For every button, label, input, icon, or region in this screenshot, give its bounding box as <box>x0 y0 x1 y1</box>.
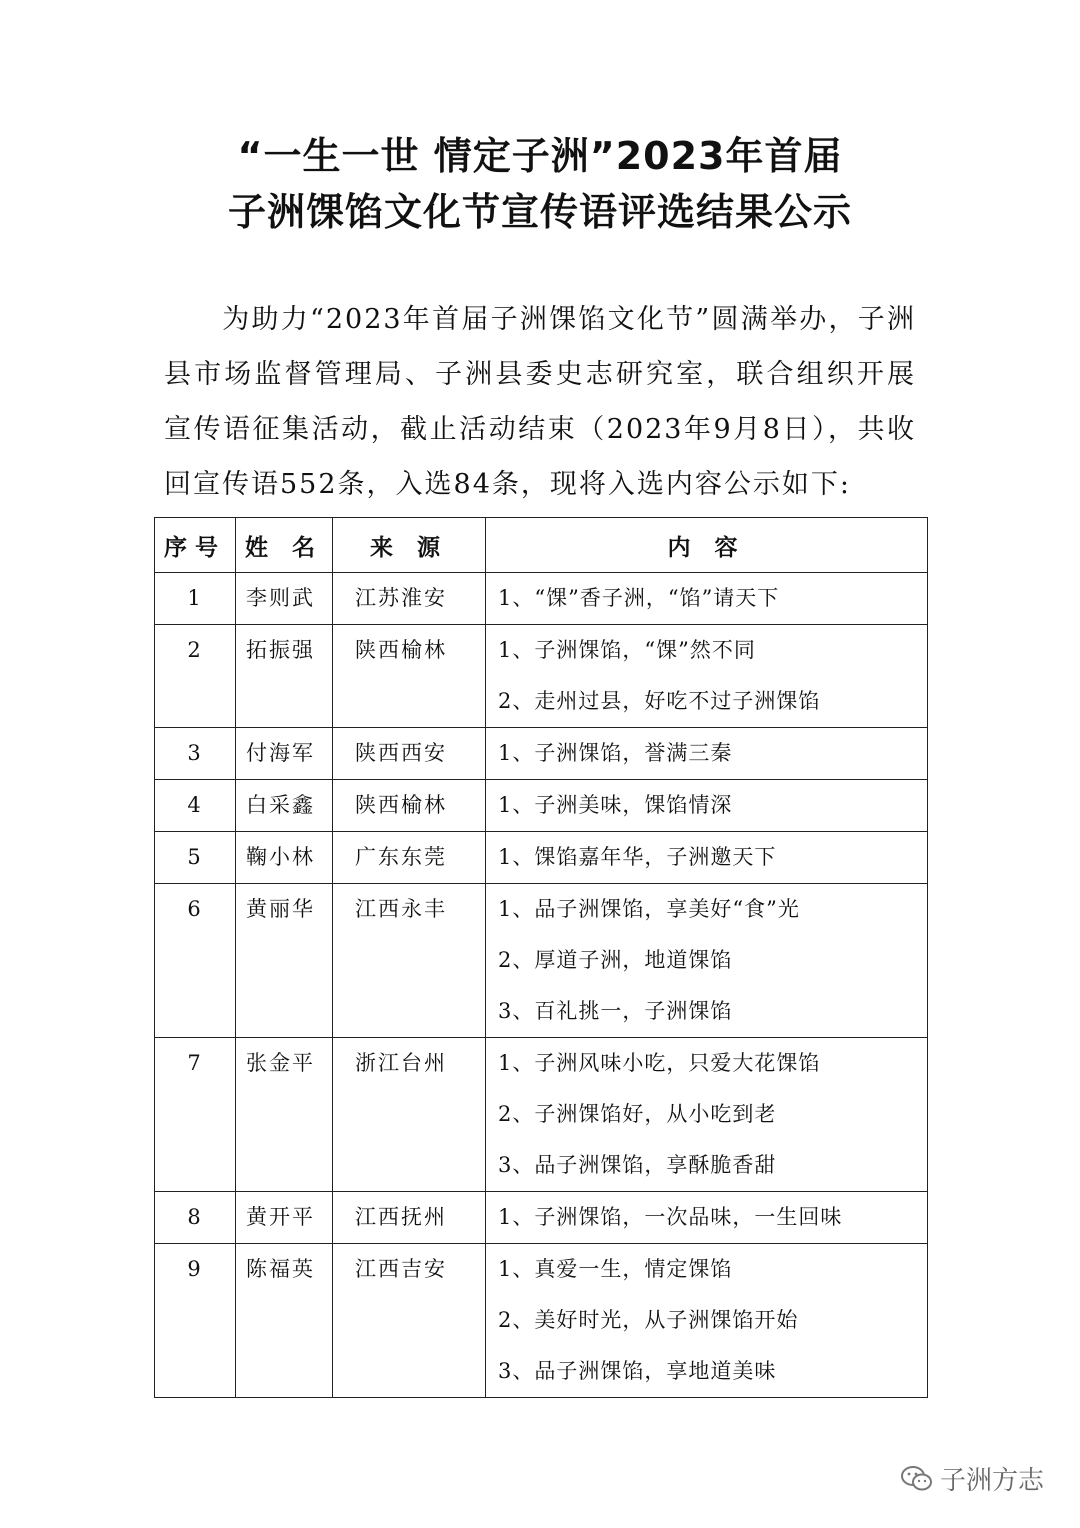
row-content <box>486 1192 928 1244</box>
row-name-text: 拓振强 <box>246 638 315 662</box>
row-content <box>486 884 928 1038</box>
row-name <box>236 573 333 625</box>
row-source <box>333 728 486 780</box>
row-name <box>236 1038 333 1192</box>
row-name <box>236 780 333 832</box>
row-number <box>155 728 236 780</box>
intro-paragraph <box>164 292 916 512</box>
row-number <box>155 832 236 884</box>
header-number: 序号 <box>155 518 236 573</box>
row-source-text: 陕西榆林 <box>355 793 447 817</box>
slogan-item: 1、子洲风味小吃，只爱大花馃馅 <box>498 1051 821 1075</box>
row-name-text: 黄丽华 <box>246 897 315 921</box>
table-header-row <box>155 518 928 573</box>
row-name-text: 黄开平 <box>246 1205 315 1229</box>
watermark-text: 子洲方志 <box>940 1466 1045 1496</box>
slogan-item: 3、百礼挑一，子洲馃馅 <box>498 999 733 1023</box>
slogan-item: 2、子洲馃馅好，从小吃到老 <box>498 1102 777 1126</box>
wechat-icon <box>900 1464 934 1494</box>
row-source-text: 江西永丰 <box>355 897 447 921</box>
row-number <box>155 573 236 625</box>
row-name-text: 张金平 <box>246 1051 315 1075</box>
row-number <box>155 1192 236 1244</box>
slogan-item: 1、“馃”香子洲，“馅”请天下 <box>498 586 780 610</box>
row-name-text: 陈福英 <box>246 1257 315 1281</box>
table-row <box>155 625 928 728</box>
row-content <box>486 832 928 884</box>
slogan-item: 2、走州过县，好吃不过子洲馃馅 <box>498 689 821 713</box>
slogan-item: 1、子洲馃馅，一次品味，一生回味 <box>498 1205 843 1229</box>
row-source <box>333 832 486 884</box>
slogan-item: 1、子洲馃馅，“馃”然不同 <box>498 638 756 662</box>
row-number <box>155 1244 236 1398</box>
slogan-item: 1、子洲馃馅，誉满三秦 <box>498 741 733 765</box>
slogan-item: 1、真爱一生，情定馃馅 <box>498 1257 733 1281</box>
header-content: 内 容 <box>486 518 928 573</box>
account-watermark <box>900 1460 1044 1497</box>
row-source-text: 广东东莞 <box>355 845 447 869</box>
row-source <box>333 884 486 1038</box>
header-name: 姓 名 <box>236 518 333 573</box>
row-name <box>236 1192 333 1244</box>
row-source <box>333 1192 486 1244</box>
row-name <box>236 625 333 728</box>
row-name <box>236 728 333 780</box>
row-number-text: 3 <box>187 741 203 765</box>
table-row <box>155 832 928 884</box>
row-source-text: 陕西西安 <box>355 741 447 765</box>
row-number <box>155 625 236 728</box>
slogan-item: 2、美好时光，从子洲馃馅开始 <box>498 1308 799 1332</box>
row-source <box>333 780 486 832</box>
row-number-text: 8 <box>187 1205 203 1229</box>
row-number-text: 6 <box>187 897 203 921</box>
row-name <box>236 884 333 1038</box>
table-row <box>155 728 928 780</box>
row-source <box>333 1244 486 1398</box>
row-name <box>236 832 333 884</box>
row-source-text: 江西抚州 <box>355 1205 447 1229</box>
row-number <box>155 884 236 1038</box>
row-source <box>333 1038 486 1192</box>
slogan-item: 2、厚道子洲，地道馃馅 <box>498 948 733 972</box>
row-content <box>486 1244 928 1398</box>
results-table <box>154 517 928 1398</box>
table-row <box>155 884 928 1038</box>
row-number-text: 5 <box>187 845 203 869</box>
slogan-item: 1、品子洲馃馅，享美好“食”光 <box>498 897 800 921</box>
row-source-text: 浙江台州 <box>355 1051 447 1075</box>
row-number-text: 4 <box>187 793 203 817</box>
row-number <box>155 780 236 832</box>
row-content <box>486 1038 928 1192</box>
row-number-text: 1 <box>187 586 203 610</box>
table-row <box>155 1192 928 1244</box>
header-source: 来 源 <box>333 518 486 573</box>
table-row <box>155 780 928 832</box>
row-source-text: 陕西榆林 <box>355 638 447 662</box>
row-number-text: 7 <box>187 1051 203 1075</box>
row-number-text: 2 <box>187 638 203 662</box>
row-source-text: 江苏淮安 <box>355 586 447 610</box>
row-name-text: 鞠小林 <box>246 845 315 869</box>
row-number <box>155 1038 236 1192</box>
row-name-text: 白采鑫 <box>246 793 315 817</box>
table-row <box>155 573 928 625</box>
row-name <box>236 1244 333 1398</box>
row-content <box>486 780 928 832</box>
row-source-text: 江西吉安 <box>355 1257 447 1281</box>
table-row <box>155 1038 928 1192</box>
table-row <box>155 1244 928 1398</box>
document-title-line-1: “一生一世 情定子洲”2023年首届 <box>237 134 843 178</box>
row-number-text: 9 <box>187 1257 203 1281</box>
row-content <box>486 573 928 625</box>
row-name-text: 李则武 <box>246 586 315 610</box>
slogan-item: 3、品子洲馃馅，享酥脆香甜 <box>498 1153 777 1177</box>
row-source <box>333 573 486 625</box>
slogan-item: 1、子洲美味，馃馅情深 <box>498 793 733 817</box>
slogan-item: 1、馃馅嘉年华，子洲邀天下 <box>498 845 777 869</box>
row-content <box>486 625 928 728</box>
intro-text: 为助力“2023年首届子洲馃馅文化节”圆满举办，子洲县市场监督管理局、子洲县委史志研究室，联合组织开展宣传语征集活动，截止活动结束（2023年9月8日），共收回宣传语552条，入选84条，现将入选内容公示如下: <box>164 304 916 500</box>
row-name-text: 付海军 <box>246 741 315 765</box>
row-source <box>333 625 486 728</box>
row-content <box>486 728 928 780</box>
slogan-item: 3、品子洲馃馅，享地道美味 <box>498 1359 777 1383</box>
document-title-line-2: 子洲馃馅文化节宣传语评选结果公示 <box>227 190 852 234</box>
